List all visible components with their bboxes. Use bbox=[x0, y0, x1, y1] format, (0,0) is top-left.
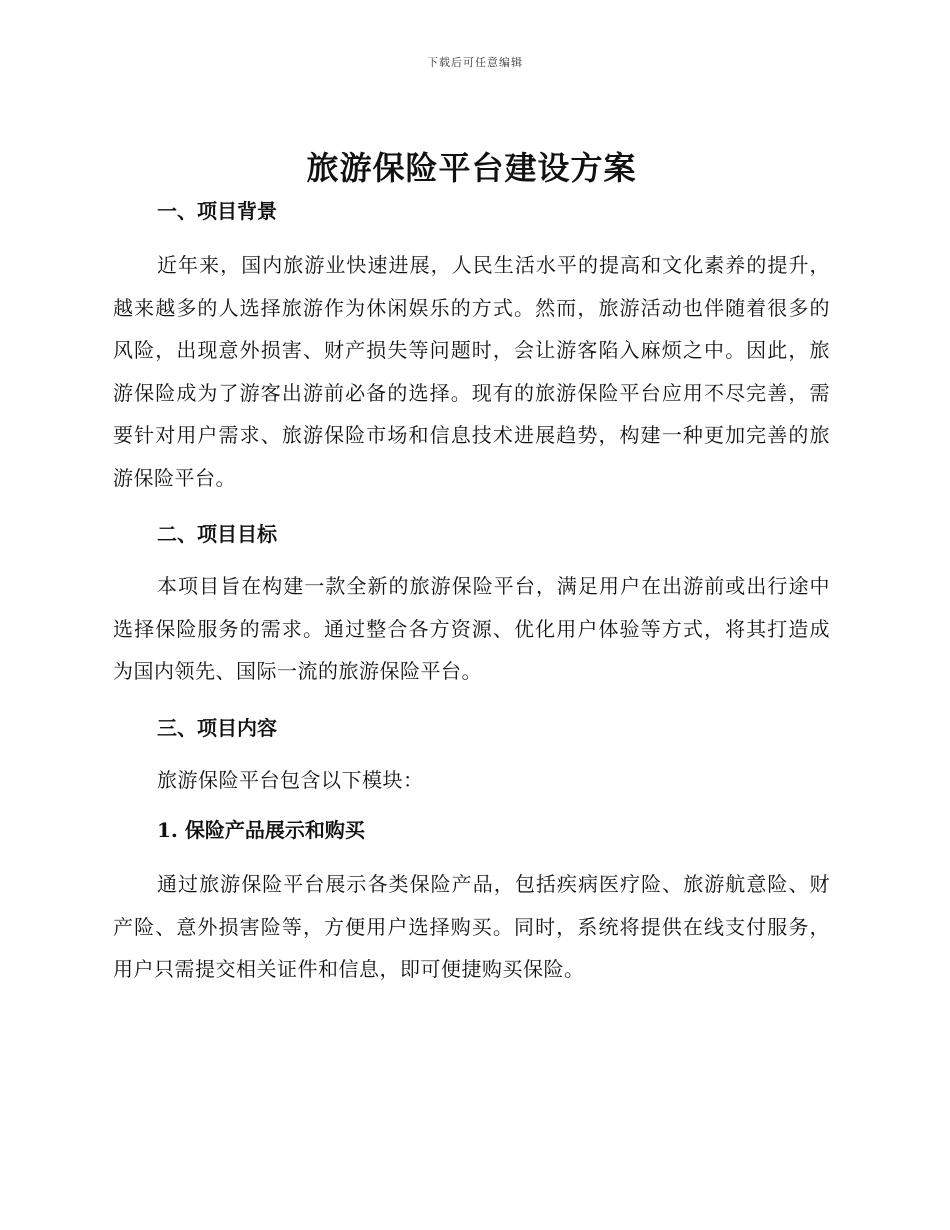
header-note: 下载后可任意编辑 bbox=[427, 56, 523, 69]
section-heading-goals: 二、项目目标 bbox=[157, 522, 277, 546]
section-heading-background: 一、项目背景 bbox=[157, 199, 277, 223]
document-body bbox=[113, 146, 830, 991]
section-paragraph-background: 近年来，国内旅游业快速进展，人民生活水平的提高和文化素养的提升，越来越多的人选择旅游作为休闲娱乐的方式。然而，旅游活动也伴随着很多的风险，出现意外损害、财产损失等问题时，会让游客陷入麻烦之中。因此，旅游保险成为了游客出游前必备的选择。现有的旅游保险平台应用不尽完善，需要针对用户需求、旅游保险市场和信息技术进展趋势，构建一种更加完善的旅游保险平台。 bbox=[113, 253, 830, 490]
document-title: 旅游保险平台建设方案 bbox=[306, 149, 637, 187]
subsection-heading-products: 1. 保险产品展示和购买 bbox=[157, 818, 365, 842]
subsection-paragraph-products: 通过旅游保险平台展示各类保险产品，包括疾病医疗险、旅游航意险、财产险、意外损害险等，方便用户选择购买。同时，系统将提供在线支付服务，用户只需提交相关证件和信息，即可便捷购买保险。 bbox=[113, 872, 830, 981]
section-paragraph-content: 旅游保险平台包含以下模块： bbox=[157, 767, 424, 792]
section-paragraph-goals: 本项目旨在构建一款全新的旅游保险平台，满足用户在出游前或出行途中选择保险服务的需求。通过整合各方资源、优化用户体验等方式，将其打造成为国内领先、国际一流的旅游保险平台。 bbox=[113, 574, 830, 683]
section-heading-content: 三、项目内容 bbox=[157, 715, 277, 740]
